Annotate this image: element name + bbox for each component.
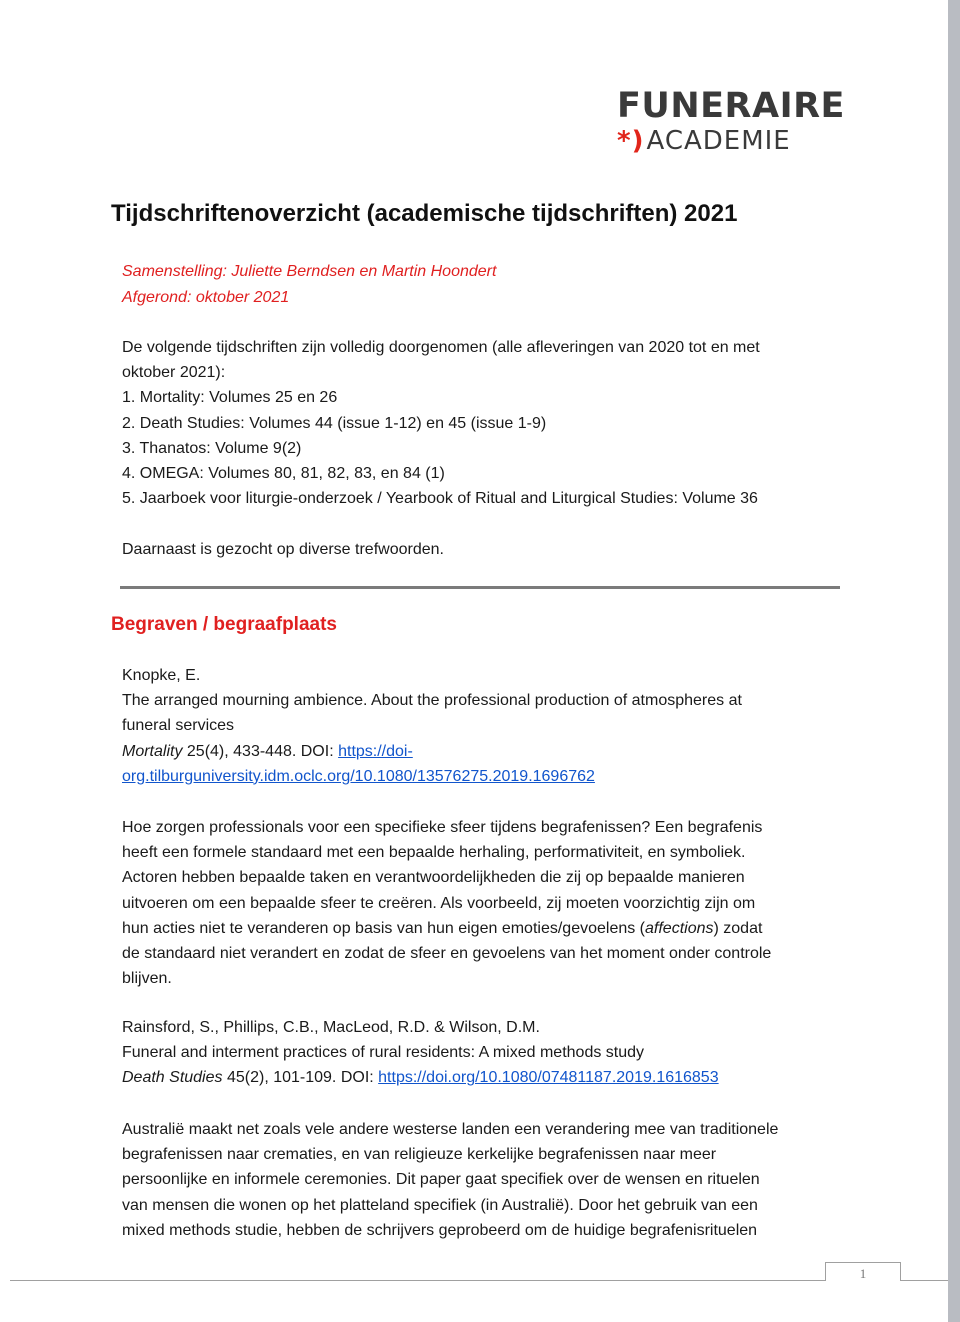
summary-text: ) zodat <box>713 919 763 937</box>
citation-details: 25(4), 433-448. DOI: <box>182 742 339 760</box>
reference-citation <box>122 1065 842 1090</box>
journal-list-item: 1. Mortality: Volumes 25 en 26 <box>122 389 338 407</box>
summary-line: van mensen die wonen op het platteland specifiek (in Australië). Door het gebruik van een <box>122 1196 758 1214</box>
citation-details: 45(2), 101-109. DOI: <box>222 1069 379 1087</box>
logo-academie-text: ACADEMIE <box>646 126 791 156</box>
reference-entry <box>122 1015 842 1091</box>
doi-link[interactable]: org.tilburguniversity.idm.oclc.org/10.1080/13576275.2019.1696762 <box>122 767 595 785</box>
journal-list-item: 4. OMEGA: Volumes 80, 81, 82, 83, en 84 (1) <box>122 465 445 483</box>
summary-line: Australië maakt net zoals vele andere westerse landen een verandering mee van traditionele <box>122 1121 779 1138</box>
summary-line: persoonlijke en informele ceremonies. Dit paper gaat specifiek over de wensen en rituelen <box>122 1171 760 1189</box>
summary-line: Actoren hebben bepaalde taken en verantwoordelijkheden die zij op bepaalde manieren <box>122 869 745 887</box>
reference-title: Funeral and interment practices of rural residents: A mixed methods study <box>122 1044 645 1062</box>
journal-list-item: 2. Death Studies: Volumes 44 (issue 1-12) en 45 (issue 1-9) <box>122 414 547 432</box>
logo-wordmark-bottom <box>617 126 837 156</box>
summary-line: begrafenissen naar crematies, en van religieuze kerkelijke begrafenissen naar meer <box>122 1146 717 1164</box>
summary-line <box>122 916 842 941</box>
logo-asterisk-mark: *) <box>617 126 645 156</box>
journal-list-item: 5. Jaarboek voor liturgie-onderzoek / Yearbook of Ritual and Liturgical Studies: Volume 36 <box>122 490 758 508</box>
blank-line <box>122 511 842 536</box>
window-scroll-gutter <box>948 0 960 1322</box>
logo-wordmark-top: FUNERAIRE <box>617 86 845 126</box>
intro-block <box>122 335 842 562</box>
document-title: Tijdschriftenoverzicht (academische tijdschriften) 2021 <box>111 200 738 227</box>
summary-line: blijven. <box>122 970 172 988</box>
reference-entry <box>122 663 842 789</box>
reference-title: The arranged mourning ambience. About the professional production of atmospheres at <box>122 692 742 710</box>
summary-line: heeft een formele standaard met een bepaalde herhaling, performativiteit, en symboliek. <box>122 844 746 862</box>
reference-authors: Knopke, E. <box>122 667 201 684</box>
summary-text: hun acties niet te veranderen op basis van hun eigen emoties/gevoelens ( <box>122 919 646 937</box>
reference-citation <box>122 739 842 764</box>
journal-name: Mortality <box>122 742 183 760</box>
reference-summary <box>122 1117 842 1243</box>
funeraire-academie-logo <box>617 86 845 156</box>
completed-date: Afgerond: oktober 2021 <box>122 289 290 306</box>
reference-authors: Rainsford, S., Phillips, C.B., MacLeod, R.D. & Wilson, D.M. <box>122 1019 540 1036</box>
reference-title: funeral services <box>122 717 235 735</box>
page-number: 1 <box>825 1262 901 1281</box>
intro-lead-line: De volgende tijdschriften zijn volledig doorgenomen (alle afleveringen van 2020 tot en met <box>122 339 760 356</box>
summary-line: uitvoeren om een bepaalde sfeer te creëren. Als voorbeeld, zij moeten voorzichtig zijn om <box>122 894 756 912</box>
reference-summary <box>122 815 842 991</box>
summary-line: de standaard niet verandert en zodat de sfeer en gevoelens van het moment onder controle <box>122 945 772 963</box>
journal-name: Death Studies <box>122 1069 223 1087</box>
keywords-note: Daarnaast is gezocht op diverse trefwoorden. <box>122 540 444 558</box>
summary-line: Hoe zorgen professionals voor een specifieke sfeer tijdens begrafenissen? Een begrafenis <box>122 819 763 836</box>
intro-lead-line: oktober 2021): <box>122 364 226 382</box>
reference-doi-continued <box>122 764 842 789</box>
summary-line: mixed methods studie, hebben de schrijvers geprobeerd om de huidige begrafenisrituelen <box>122 1221 758 1239</box>
compiled-by: Samenstelling: Juliette Berndsen en Martin Hoondert <box>122 263 497 280</box>
journal-list-item: 3. Thanatos: Volume 9(2) <box>122 439 302 457</box>
summary-emphasis: affections <box>645 919 714 937</box>
doi-link[interactable]: https://doi- <box>338 742 413 760</box>
section-heading: Begraven / begraafplaats <box>111 614 337 635</box>
document-meta <box>122 259 496 311</box>
page-footer-rule <box>10 1280 825 1281</box>
doi-link[interactable]: https://doi.org/10.1080/07481187.2019.1616853 <box>378 1069 719 1087</box>
page-footer-rule <box>900 1280 948 1281</box>
section-divider <box>120 586 840 589</box>
